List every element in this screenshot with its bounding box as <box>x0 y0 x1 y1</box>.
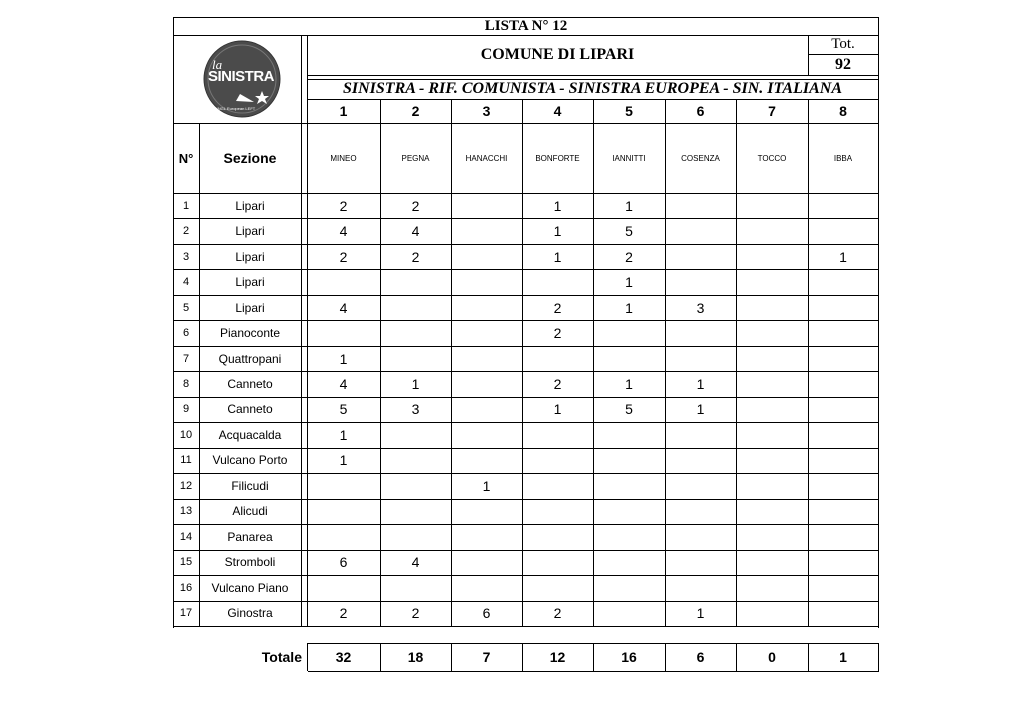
row-number: 7 <box>182 352 190 365</box>
vote-cell <box>665 269 736 294</box>
vote-cell: 1 <box>411 376 420 393</box>
logo-text-gue: GUE/NGL European LEFT <box>208 106 256 111</box>
column-number: 4 <box>553 103 562 119</box>
row-sezione: Lipari <box>235 224 265 239</box>
vote-cell <box>665 244 736 269</box>
candidate-name: TOCCO <box>757 153 787 163</box>
vote-cell <box>665 422 736 447</box>
vote-cell <box>736 244 808 269</box>
candidate-name: BONFORTE <box>535 153 580 163</box>
vote-cell <box>736 422 808 447</box>
row-number: 10 <box>179 428 193 441</box>
vote-cell <box>665 448 736 473</box>
vote-cell <box>307 499 380 524</box>
vote-cell: 1 <box>625 299 633 316</box>
row-sezione: Acquacalda <box>218 427 282 442</box>
vote-cell: 1 <box>553 248 562 265</box>
vote-cell <box>451 550 522 575</box>
total-cell: 16 <box>621 649 637 665</box>
vote-cell: 2 <box>553 376 562 393</box>
vote-cell: 3 <box>411 401 420 418</box>
vote-cell <box>307 320 380 345</box>
vote-cell: 1 <box>553 401 562 418</box>
vote-cell <box>736 295 808 320</box>
vote-cell <box>451 422 522 447</box>
vote-cell <box>451 218 522 243</box>
vote-cell: 1 <box>339 452 348 469</box>
vote-cell: 2 <box>339 197 348 214</box>
vote-cell: 3 <box>696 299 705 316</box>
vote-cell <box>380 448 451 473</box>
candidate-name: MINEO <box>330 153 357 163</box>
vote-cell <box>736 499 808 524</box>
vote-cell: 1 <box>696 401 705 418</box>
column-number: 6 <box>696 103 705 119</box>
vote-cell <box>451 397 522 422</box>
row-number: 9 <box>182 403 190 416</box>
vote-cell <box>808 575 878 600</box>
vote-cell <box>380 499 451 524</box>
row-sezione: Canneto <box>227 402 273 417</box>
vote-cell <box>380 346 451 371</box>
vote-cell <box>665 193 736 218</box>
vote-cell <box>808 422 878 447</box>
column-number: 7 <box>768 103 776 119</box>
logo-text-la: la <box>212 57 223 72</box>
vote-cell: 1 <box>839 248 847 265</box>
vote-cell <box>522 524 593 549</box>
vote-cell <box>380 524 451 549</box>
vote-cell <box>451 295 522 320</box>
row-sezione: Lipari <box>235 198 265 213</box>
total-cell: 7 <box>482 649 491 665</box>
vote-cell <box>451 448 522 473</box>
vote-cell <box>451 524 522 549</box>
vote-cell: 1 <box>696 605 705 622</box>
vote-cell <box>593 524 665 549</box>
vote-cell <box>593 499 665 524</box>
row-divider <box>173 626 879 627</box>
row-number: 11 <box>180 454 192 467</box>
row-number: 12 <box>179 479 193 492</box>
vote-cell <box>451 193 522 218</box>
vote-cell <box>736 601 808 626</box>
vote-cell: 4 <box>411 554 420 571</box>
vote-cell <box>451 320 522 345</box>
column-number: 8 <box>839 103 847 119</box>
vote-cell: 2 <box>553 299 562 316</box>
vote-cell: 6 <box>482 605 491 622</box>
vote-cell <box>808 295 878 320</box>
candidate-name: IANNITTI <box>612 153 646 163</box>
vote-cell: 4 <box>339 299 348 316</box>
total-cell: 6 <box>696 649 705 665</box>
row-number: 15 <box>179 556 193 569</box>
vote-cell <box>522 448 593 473</box>
column-number: 3 <box>482 103 491 119</box>
vote-cell <box>451 371 522 396</box>
vote-cell <box>736 320 808 345</box>
vote-cell <box>736 269 808 294</box>
vote-cell: 2 <box>339 605 348 622</box>
vote-cell <box>451 499 522 524</box>
vote-cell <box>736 397 808 422</box>
vote-cell <box>808 499 878 524</box>
vote-cell <box>808 218 878 243</box>
vote-cell <box>808 448 878 473</box>
vote-cell: 1 <box>696 376 705 393</box>
row-sezione: Vulcano Piano <box>211 580 289 595</box>
vote-cell: 1 <box>625 197 633 214</box>
row-number: 3 <box>182 250 190 263</box>
vote-cell: 4 <box>411 223 420 240</box>
vote-cell <box>665 218 736 243</box>
row-sezione: Lipari <box>235 249 265 264</box>
vote-cell <box>665 473 736 498</box>
row-sezione: Panarea <box>227 529 273 544</box>
row-number: 1 <box>182 199 190 212</box>
row-number: 8 <box>182 378 190 391</box>
vote-cell: 1 <box>339 350 348 367</box>
row-number: 13 <box>179 505 193 518</box>
vote-cell <box>808 473 878 498</box>
total-cell: 1 <box>839 649 847 665</box>
vote-cell <box>593 422 665 447</box>
comune-title: COMUNE DI LIPARI <box>480 46 635 63</box>
vote-cell <box>522 473 593 498</box>
vote-cell <box>380 473 451 498</box>
vote-cell <box>736 524 808 549</box>
vote-cell <box>522 422 593 447</box>
vote-cell <box>593 575 665 600</box>
column-number: 5 <box>625 103 633 119</box>
vote-cell <box>380 422 451 447</box>
vote-cell <box>736 371 808 396</box>
vote-cell <box>808 320 878 345</box>
row-sezione: Vulcano Porto <box>212 453 288 468</box>
vote-cell: 1 <box>553 197 562 214</box>
tot-label: Tot. <box>831 36 855 52</box>
vote-cell <box>808 397 878 422</box>
vote-cell <box>451 575 522 600</box>
total-cell: 18 <box>407 649 424 665</box>
vote-cell <box>307 575 380 600</box>
vote-cell <box>665 499 736 524</box>
column-number: 2 <box>411 103 420 119</box>
row-sezione: Stromboli <box>224 555 276 570</box>
vote-cell <box>665 550 736 575</box>
header-sezione: Sezione <box>223 150 277 166</box>
header-n: N° <box>178 150 194 166</box>
row-number: 6 <box>182 327 190 340</box>
vote-cell <box>451 244 522 269</box>
row-sezione: Lipari <box>235 300 265 315</box>
vote-cell <box>380 295 451 320</box>
vote-cell <box>808 193 878 218</box>
tot-value: 92 <box>835 55 851 73</box>
vote-cell <box>808 524 878 549</box>
vote-cell <box>736 550 808 575</box>
vote-cell: 1 <box>553 223 562 240</box>
row-number: 5 <box>182 301 190 314</box>
vote-cell <box>593 346 665 371</box>
row-number: 2 <box>182 225 190 238</box>
row-number: 4 <box>182 276 190 289</box>
row-number: 14 <box>179 530 193 543</box>
vote-cell: 1 <box>625 274 633 291</box>
vote-cell: 5 <box>625 401 633 418</box>
logo-text-sinistra: SINISTRA <box>208 68 275 85</box>
vote-cell: 2 <box>411 197 420 214</box>
vote-cell: 1 <box>625 376 633 393</box>
candidate-name: COSENZA <box>681 153 720 163</box>
vote-cell <box>736 448 808 473</box>
column-number: 1 <box>339 103 348 119</box>
vote-cell: 5 <box>339 401 348 418</box>
vote-cell <box>808 371 878 396</box>
vote-cell <box>522 499 593 524</box>
candidate-name: IBBA <box>833 153 853 163</box>
vote-cell: 5 <box>625 223 633 240</box>
vote-cell <box>736 218 808 243</box>
vote-cell <box>593 601 665 626</box>
vote-cell: 2 <box>553 325 562 342</box>
vote-cell: 2 <box>411 248 420 265</box>
vote-cell: 2 <box>553 605 562 622</box>
row-sezione: Alicudi <box>232 504 268 519</box>
vote-cell <box>380 575 451 600</box>
row-sezione: Ginostra <box>227 606 273 621</box>
vote-cell <box>736 575 808 600</box>
vote-cell <box>522 346 593 371</box>
vote-cell <box>380 320 451 345</box>
row-sezione: Lipari <box>235 275 265 290</box>
vote-cell <box>665 524 736 549</box>
vote-cell: 2 <box>339 248 348 265</box>
lista-title: LISTA N° 12 <box>484 17 568 34</box>
vote-cell <box>593 320 665 345</box>
vote-cell <box>808 601 878 626</box>
vote-cell <box>665 575 736 600</box>
vote-cell <box>307 269 380 294</box>
coalition-title: SINISTRA - RIF. COMUNISTA - SINISTRA EUROPEA - SIN. ITALIANA <box>343 80 842 97</box>
vote-cell: 2 <box>411 605 420 622</box>
row-number: 17 <box>179 607 193 620</box>
vote-cell: 4 <box>339 223 348 240</box>
vote-cell: 6 <box>339 554 348 571</box>
vote-cell <box>665 346 736 371</box>
party-logo <box>200 39 284 119</box>
vote-cell <box>522 269 593 294</box>
vote-cell <box>593 550 665 575</box>
vote-cell <box>808 550 878 575</box>
vote-cell <box>736 193 808 218</box>
vote-cell <box>307 524 380 549</box>
row-sezione: Quattropani <box>218 351 282 366</box>
vote-cell <box>736 346 808 371</box>
row-sezione: Filicudi <box>231 478 269 493</box>
vote-cell <box>808 346 878 371</box>
candidate-name: PEGNA <box>401 153 430 163</box>
vote-cell: 4 <box>339 376 348 393</box>
totale-label: Totale <box>261 649 302 665</box>
vote-cell <box>808 269 878 294</box>
vote-cell: 1 <box>339 426 348 443</box>
vote-cell <box>736 473 808 498</box>
candidate-name: HANACCHI <box>465 153 508 163</box>
vote-cell <box>307 473 380 498</box>
vote-cell <box>522 575 593 600</box>
total-cell: 0 <box>768 649 776 665</box>
vote-cell <box>451 346 522 371</box>
row-sezione: Canneto <box>227 377 273 392</box>
row-number: 16 <box>179 581 193 594</box>
vote-cell <box>451 269 522 294</box>
total-cell: 12 <box>549 649 566 665</box>
vote-cell <box>380 269 451 294</box>
vote-cell <box>665 320 736 345</box>
vote-cell <box>593 448 665 473</box>
vote-cell: 2 <box>625 248 633 265</box>
vote-cell <box>593 473 665 498</box>
vote-cell: 1 <box>482 477 491 494</box>
row-sezione: Pianoconte <box>219 326 281 341</box>
total-cell: 32 <box>335 649 352 665</box>
vote-cell <box>522 550 593 575</box>
